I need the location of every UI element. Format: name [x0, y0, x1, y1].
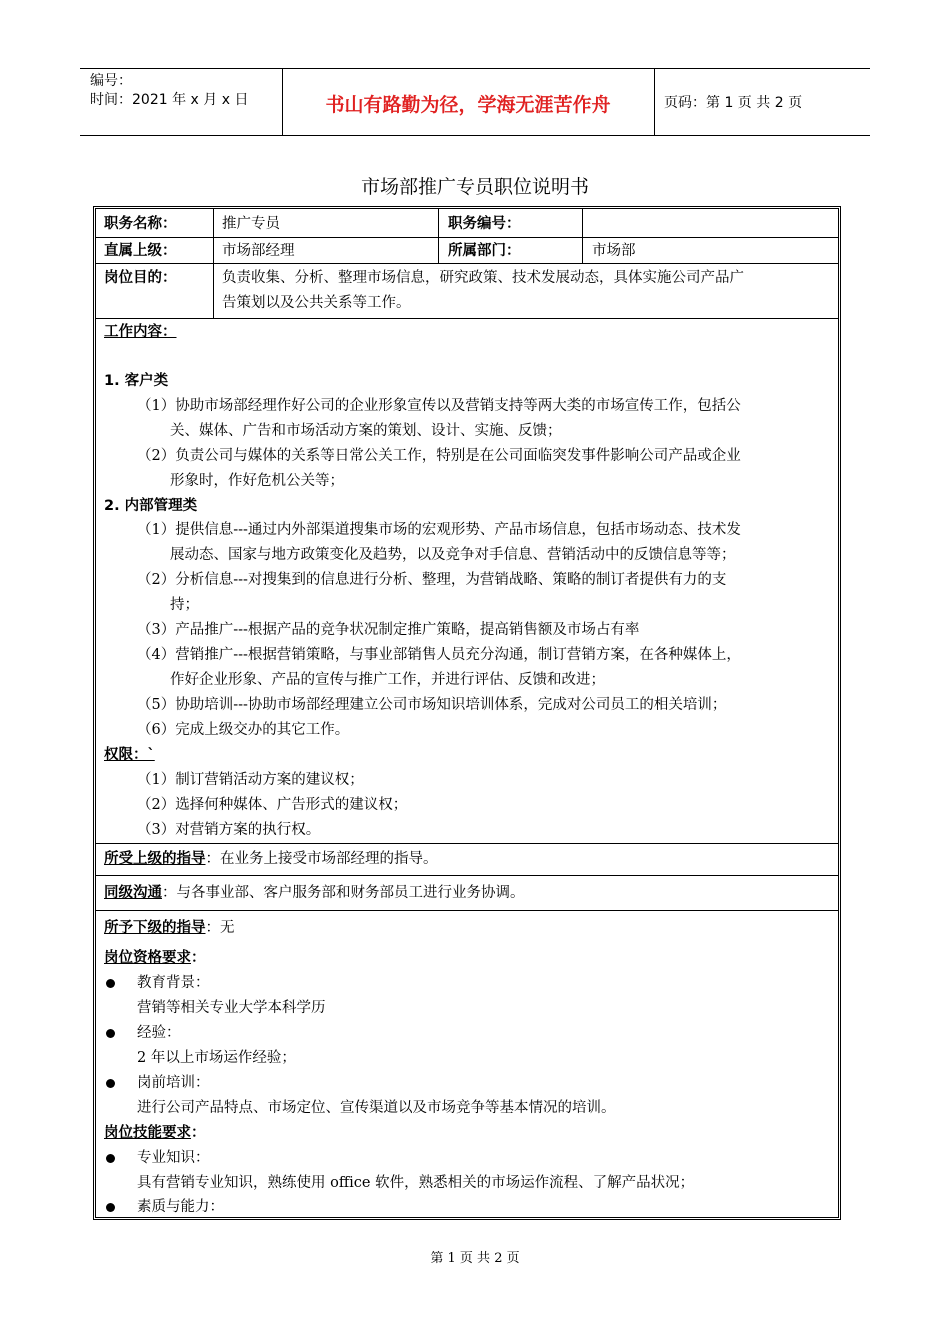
skills-colon: ： [191, 1125, 206, 1141]
list-item: （3）对营销方案的执行权。 [137, 822, 321, 838]
training-label: 岗前培训： [137, 1075, 210, 1091]
work-content-heading: 工作内容： [104, 324, 177, 340]
qualification-heading: 岗位资格要求 [104, 950, 191, 966]
skills-heading: 岗位技能要求 [104, 1125, 191, 1141]
purpose-line: 告策划以及公共关系等工作。 [222, 295, 411, 311]
education-label: 教育背景： [137, 975, 210, 991]
list-item: （1）制订营销活动方案的建议权； [137, 772, 364, 788]
list-item: （3）产品推广---根据产品的竞争状况制定推广策略，提高销售额及市场占有率 [137, 622, 640, 638]
header-motto: 书山有路勤为径，学海无涯苦作舟 [325, 94, 611, 116]
list-item: （6）完成上级交办的其它工作。 [137, 722, 350, 738]
purpose-line: 负责收集、分析、整理市场信息，研究政策、技术发展动态，具体实施公司产品广 [222, 270, 744, 286]
qualification-heading-row [104, 946, 206, 971]
category-title: 1. 客户类 [104, 373, 169, 389]
superior-guidance-label: 所受上级的指导 [104, 851, 206, 867]
department-label: 所属部门： [448, 243, 521, 259]
list-item-continuation: 关、媒体、广告和市场活动方案的策划、设计、实施、反馈； [170, 423, 562, 439]
page-footer: 第 1 页 共 2 页 [430, 1251, 520, 1266]
header-meta [90, 72, 248, 110]
number-label: 编号： [90, 73, 132, 89]
education-value: 营销等相关专业大学本科学历 [137, 1000, 326, 1016]
row-divider [96, 910, 838, 911]
peer-communication-row [104, 881, 525, 906]
header-bottom-rule [80, 135, 870, 136]
bullet-icon [106, 1154, 115, 1163]
header-separator [654, 68, 655, 136]
position-name-value: 推广专员 [222, 216, 280, 232]
knowledge-value: 具有营销专业知识，熟练使用 office 软件，熟悉相关的市场运作流程、了解产品状况； [137, 1175, 695, 1191]
row-divider [96, 843, 838, 844]
header-top-rule [80, 68, 870, 69]
list-item: （2）分析信息---对搜集到的信息进行分析、整理，为营销战略、策略的制订者提供有力的支 [137, 572, 727, 588]
subordinate-guidance-row [104, 916, 235, 941]
subordinate-guidance-text: ：无 [205, 920, 235, 936]
list-item-continuation: 作好企业形象、产品的宣传与推广工作，并进行评估、反馈和改进； [170, 672, 605, 688]
superior-guidance-row [104, 847, 438, 872]
knowledge-label: 专业知识： [137, 1150, 210, 1166]
row-divider [96, 875, 838, 876]
column-divider [438, 209, 439, 263]
list-item: （1）提供信息---通过内外部渠道搜集市场的宏观形势、产品市场信息，包括市场动态、技术发 [137, 522, 741, 538]
skills-heading-row [104, 1121, 206, 1146]
experience-value: 2 年以上市场运作经验； [137, 1050, 296, 1066]
list-item-continuation: 持； [170, 597, 199, 613]
column-divider [582, 209, 583, 263]
list-item: （5）协助培训---协助市场部经理建立公司市场知识培训体系，完成对公司员工的相关培训； [137, 697, 727, 713]
list-item-continuation: 形象时，作好危机公关等； [170, 473, 344, 489]
list-item-continuation: 展动态、国家与地方政策变化及趋势，以及竞争对手信息、营销活动中的反馈信息等等； [170, 547, 736, 563]
bullet-icon [106, 1029, 115, 1038]
column-divider [213, 209, 214, 318]
bullet-icon [106, 1079, 115, 1088]
list-item: （4）营销推广---根据营销策略，与事业部销售人员充分沟通，制订营销方案，在各种媒体上， [137, 647, 741, 663]
header-page-info: 页码：第 1 页 共 2 页 [664, 95, 803, 111]
bullet-icon [106, 1203, 115, 1212]
supervisor-value: 市场部经理 [222, 243, 295, 259]
list-item: （2）选择何种媒体、广告形式的建议权； [137, 797, 408, 813]
ability-label: 素质与能力： [137, 1199, 224, 1215]
bullet-icon [106, 979, 115, 988]
peer-communication-label: 同级沟通 [104, 885, 162, 901]
row-divider [96, 318, 838, 319]
time-label: 时间：2021 年 x 月 x 日 [90, 92, 249, 108]
purpose-label: 岗位目的： [104, 270, 177, 286]
experience-label: 经验： [137, 1025, 181, 1041]
qualification-colon: ： [191, 950, 206, 966]
row-divider [96, 237, 838, 238]
superior-guidance-text: ：在业务上接受市场部经理的指导。 [205, 851, 438, 867]
subordinate-guidance-label: 所予下级的指导 [104, 920, 206, 936]
document-title: 市场部推广专员职位说明书 [360, 176, 589, 198]
supervisor-label: 直属上级： [104, 243, 177, 259]
authority-heading: 权限：` [104, 747, 155, 763]
department-value: 市场部 [592, 243, 636, 259]
list-item: （2）负责公司与媒体的关系等日常公关工作，特别是在公司面临突发事件影响公司产品或企业 [137, 448, 741, 464]
category-title: 2. 内部管理类 [104, 498, 198, 514]
position-name-label: 职务名称： [104, 216, 177, 232]
page-header [80, 68, 870, 136]
position-code-label: 职务编号： [448, 216, 521, 232]
list-item: （1）协助市场部经理作好公司的企业形象宣传以及营销支持等两大类的市场宣传工作，包括公 [137, 398, 741, 414]
peer-communication-text: ：与各事业部、客户服务部和财务部员工进行业务协调。 [162, 885, 525, 901]
training-value: 进行公司产品特点、市场定位、宣传渠道以及市场竞争等基本情况的培训。 [137, 1100, 616, 1116]
